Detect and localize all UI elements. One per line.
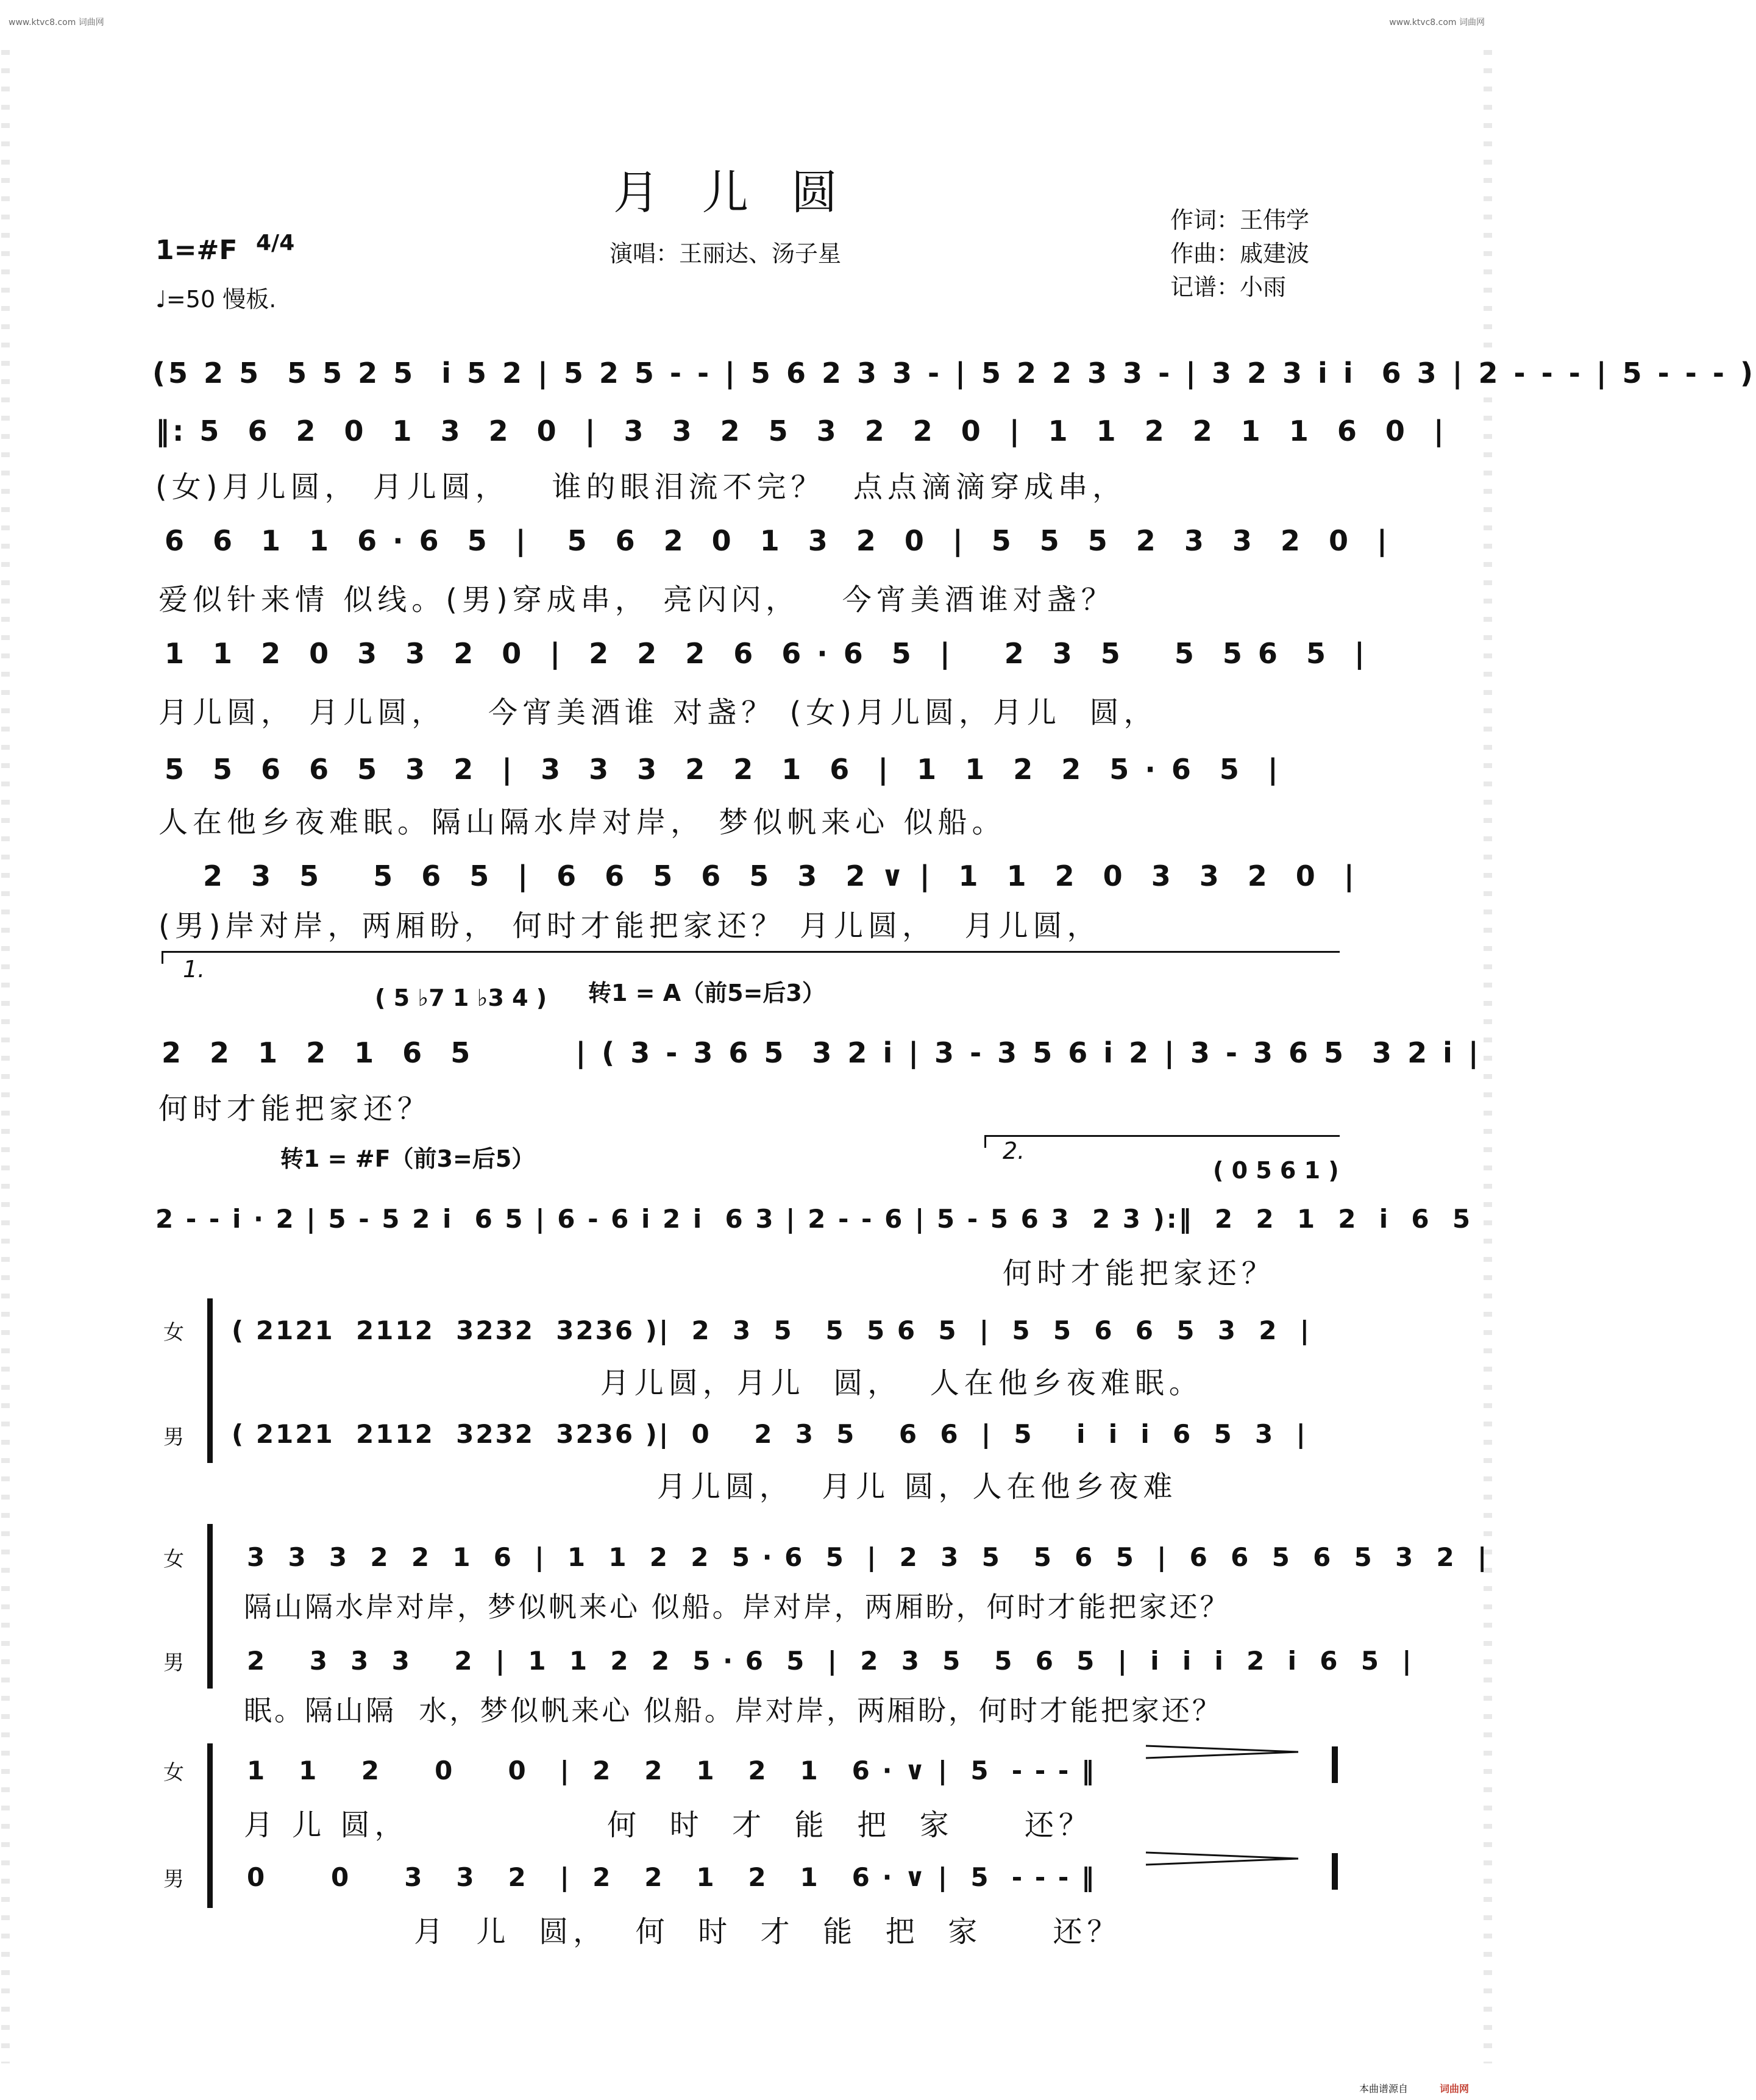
duet1-male-notes: ( 2121 2112 3232 3236 )| 0 2 3 5 6 6 | 5 i i i 6 5 3 |: [232, 1419, 1307, 1449]
row2-notes: 6 6 1 1 6 · 6 5 | 5 6 2 0 1 3 2 0 | 5 5 5 2 3 3 2 0 |: [165, 524, 1390, 557]
row7-lyrics: 何时才能把家还？: [1003, 1256, 1276, 1290]
row3-notes: 1 1 2 0 3 3 2 0 | 2 2 2 6 6 · 6 5 | 2 3 5 5 5 6 5 |: [165, 637, 1368, 670]
row1-notes: ‖: 5 6 2 0 1 3 2 0 | 3 3 2 5 3 2 2 0 | 1 1 2 2 1 1 6 0 |: [155, 415, 1447, 447]
duet2-male-lyrics: 眠。隔山隔 水，梦似帆来心 似船。岸对岸，两厢盼，何时才能把家还？: [244, 1694, 1223, 1727]
footer-site-link[interactable]: 词曲网: [1439, 2083, 1469, 2095]
decrescendo-hairpin: [1146, 1743, 1304, 1762]
right-margin-strip: [1484, 37, 1492, 2063]
second-ending-bracket: [984, 1135, 1340, 1148]
duet2-male-notes: 2 3 3 3 2 | 1 1 2 2 5 · 6 5 | 2 3 5 5 6 5 | i i i 2 i 6 5 |: [247, 1646, 1413, 1676]
part-label-female: 女: [163, 1320, 184, 1345]
duet1-male-lyrics: 月儿圆， 月儿 圆，人在他乡夜难: [232, 1470, 1178, 1504]
row2-lyrics: 爱似针来情 似线。(男)穿成串， 亮闪闪， 今宵美酒谁对盏？: [158, 583, 1115, 617]
part-label-male: 男: [163, 1651, 184, 1675]
row7-notes: 2 - - i · 2 | 5 - 5 2 i 6 5 | 6 - 6 i 2 i 6 3 | 2 - - 6 | 5 - 5 6 3 2 3 ):‖ 2 2 1 2 i 6 5: [155, 1204, 1473, 1234]
part-label-female: 女: [163, 1760, 184, 1785]
time-signature: 4/4: [256, 230, 295, 255]
row6-lyrics: 何时才能把家还？: [158, 1092, 432, 1126]
pickup-phrase: ( 0 5 6 1 ): [1213, 1157, 1339, 1184]
row4-notes: 5 5 6 6 5 3 2 | 3 3 3 2 2 1 6 | 1 1 2 2 5 · 6 5 |: [165, 753, 1281, 786]
duet-bracket-2: [207, 1524, 220, 1689]
row4-lyrics: 人在他乡夜难眠。隔山隔水岸对岸， 梦似帆来心 似船。: [158, 805, 1006, 839]
second-ending-label: 2.: [1003, 1137, 1025, 1164]
part-label-male: 男: [163, 1867, 184, 1892]
key-signature: 1=#F: [155, 235, 238, 266]
row1-lyrics: (女)月儿圆， 月儿圆， 谁的眼泪流不完？ 点点滴滴穿成串，: [155, 470, 1127, 504]
lyricist: 作词：王伟学: [1170, 207, 1310, 233]
header-site-left[interactable]: www.ktvc8.com 词曲网: [9, 18, 104, 27]
modulation-to-f-sharp: 转1 = #F（前3=后5）: [280, 1145, 535, 1172]
left-margin-strip: [1, 37, 10, 2063]
footer-source-label: 本曲谱源自: [1359, 2083, 1408, 2095]
first-ending-label: 1.: [183, 956, 205, 983]
duet2-female-lyrics: 隔山隔水岸对岸，梦似帆来心 似船。岸对岸，两厢盼，何时才能把家还？: [244, 1590, 1231, 1623]
song-title: 月儿圆: [613, 165, 880, 219]
inserted-phrase: ( 5 ♭7 1 ♭3 4 ): [375, 984, 547, 1011]
duet2-female-notes: 3 3 3 2 2 1 6 | 1 1 2 2 5 · 6 5 | 2 3 5 5 6 5 | 6 6 5 6 5 3 2 |: [247, 1542, 1489, 1572]
row5-notes: 2 3 5 5 6 5 | 6 6 5 6 5 3 2 ∨ | 1 1 2 0 3 3 2 0 |: [165, 860, 1357, 892]
duet3-male-lyrics: 月 儿 圆， 何 时 才 能 把 家 还？: [244, 1915, 1121, 1949]
modulation-to-a: 转1 = A（前5=后3）: [588, 980, 825, 1006]
duet3-female-lyrics: 月 儿 圆， 何 时 才 能 把 家 还？: [244, 1808, 1093, 1842]
duet3-male-notes: 0 0 3 3 2 | 2 2 1 2 1 6 · ∨ | 5 - - - ‖: [247, 1862, 1096, 1892]
row5-lyrics: (男)岸对岸，两厢盼， 何时才能把家还？ 月儿圆， 月儿圆，: [158, 909, 1101, 943]
final-barline: [1332, 1746, 1338, 1783]
row6-notes: 2 2 1 2 1 6 5 | ( 3 - 3 6 5 3 2 i | 3 - 3 5 6 i 2 | 3 - 3 6 5 3 2 i |: [162, 1036, 1482, 1069]
duet1-female-lyrics: 月儿圆，月儿 圆， 人在他乡夜难眠。: [232, 1366, 1203, 1400]
duet1-female-notes: ( 2121 2112 3232 3236 )| 2 3 5 5 5 6 5 | 5 5 6 6 5 3 2 |: [232, 1315, 1312, 1345]
duet-bracket-1: [207, 1298, 220, 1463]
part-label-female: 女: [163, 1547, 184, 1571]
duet-bracket-3: [207, 1743, 220, 1908]
singers: 演唱：王丽达、汤子星: [610, 240, 842, 267]
tempo-marking: ♩=50 慢板.: [155, 286, 277, 313]
composer: 作曲：戚建波: [1170, 240, 1310, 267]
intro-notes: (5 2 5 5 5 2 5 i 5 2 | 5 2 5 - - | 5 6 2 3 3 - | 5 2 2 3 3 - | 3 2 3 i i 6 3 | 2 - - - | 5 - - - ): [152, 357, 1756, 390]
transcriber: 记谱：小雨: [1170, 274, 1287, 301]
part-label-male: 男: [163, 1425, 184, 1450]
row3-lyrics: 月儿圆， 月儿圆， 今宵美酒谁 对盏？ (女)月儿圆，月儿 圆，: [158, 696, 1158, 730]
final-barline: [1332, 1853, 1338, 1890]
header-site-right[interactable]: www.ktvc8.com 词曲网: [1389, 18, 1485, 27]
first-ending-bracket: [162, 951, 1340, 964]
duet3-female-notes: 1 1 2 0 0 | 2 2 1 2 1 6 · ∨ | 5 - - - ‖: [247, 1756, 1096, 1785]
decrescendo-hairpin: [1146, 1850, 1304, 1868]
